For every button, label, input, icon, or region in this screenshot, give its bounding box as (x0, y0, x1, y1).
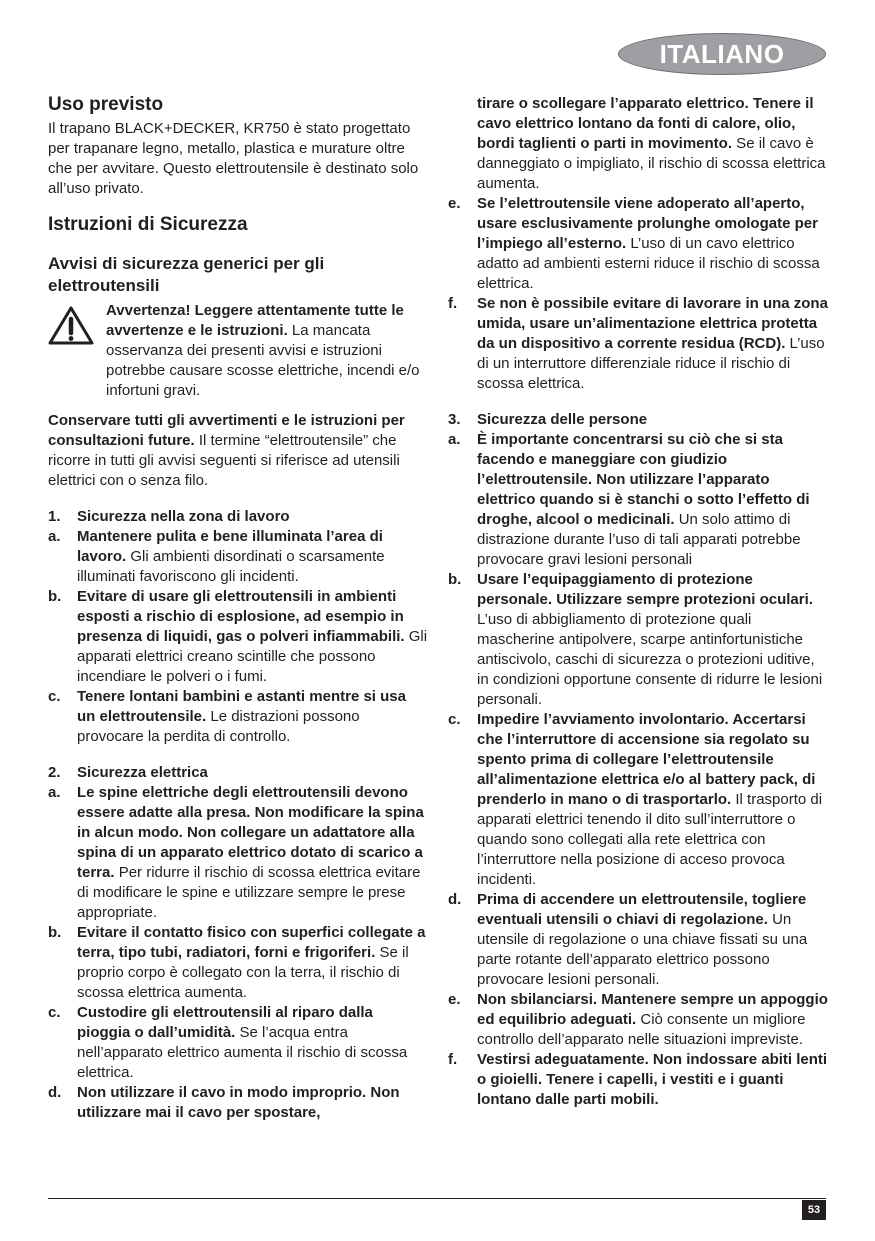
list-item: b. Evitare di usare gli elettroutensili in ambienti esposti a rischio di esplosione, ad esempio in presenza di liquidi, gas o polveri infiammabili. Gli apparati elettrici creano scintille che possono incendiare le polveri o i fumi. (48, 588, 428, 685)
list-item: b. Usare l’equipaggiamento di protezione personale. Utilizzare sempre protezioni oculari. L’uso di abbigliamento di protezione quali mascherine antipolvere, scarpe antinfortunistiche antiscivolo, caschi di sicurezza o protezioni uditive, in condizioni opportune consente di ridurre le lesioni personali. (448, 571, 823, 708)
warning-block (48, 301, 428, 401)
footer-divider (48, 1198, 826, 1199)
safety-title: Istruzioni di Sicurezza (48, 214, 248, 235)
list-item: c. Impedire l’avviamento involontario. Accertarsi che l’interruttore di accensione sia regolato su spento prima di collegare l’elettroutensile all’alimentazione elettrica e/o al battery pack, di prenderlo in mano o di trasportarlo. Il trasporto di apparati elettrici tenendo il dito sull’interruttore o quando sono collegati alla rete elettrica con l’interruttore nella posizione di acceso provoca incidenti. (448, 711, 823, 888)
section-1-heading: 1. Sicurezza nella zona di lavoro (48, 508, 290, 525)
list-item: a. Le spine elettriche degli elettroutensili devono essere adatte alla presa. Non modificare la spina in alcun modo. Non collegare un adattatore alla spina di un apparato elettrico dotato di scarico a terra. Per ridurre il rischio di scossa elettrica evitare di modificare le spine e utilizzare sempre le prese appropriate. (48, 784, 424, 921)
list-item: f. Se non è possibile evitare di lavorare in una zona umida, usare un’alimentazione elettrica protetta da un dispositivo a corrente residua (RCD). L’uso di un interruttore differenziale riduce il rischio di scossa elettrica. (448, 295, 828, 392)
keep-instructions-text: Conservare tutti gli avvertimenti e le istruzioni per consultazioni future. Il termine “elettroutensile” che ricorre in tutti gli avvisi seguenti si riferisce ad utensili elettrici con o senza filo. (48, 412, 405, 489)
intended-use-text: Il trapano BLACK+DECKER, KR750 è stato progettato per trapanare legno, metallo, plastica e murature oltre che per avvitare. Questo elettroutensile è destinato solo all’uso privato. (48, 120, 419, 197)
list-item-continuation: tirare o scollegare l’apparato elettrico. Tenere il cavo elettrico lontano da fonti di calore, olio, bordi taglienti o parti in movimento. Se il cavo è danneggiato o impigliato, il rischio di scossa elettrica aumenta. (477, 95, 826, 192)
warning-triangle-icon (48, 301, 106, 401)
right-column (448, 94, 828, 1110)
language-badge: ITALIANO (618, 33, 826, 75)
page-number: 53 (802, 1200, 826, 1220)
list-item: c. Tenere lontani bambini e astanti mentre si usa un elettroutensile. Le distrazioni possono provocare la perdita di controllo. (48, 688, 406, 745)
list-item: e. Non sbilanciarsi. Mantenere sempre un appoggio ed equilibrio adeguati. Ciò consente un migliore controllo dell’apparato nelle situazioni impreviste. (448, 991, 828, 1048)
intended-use-title: Uso previsto (48, 94, 164, 115)
section-3-heading: 3. Sicurezza delle persone (448, 411, 648, 428)
list-item: d. Prima di accendere un elettroutensile, togliere eventuali utensili o chiavi di regolazione. Un utensile di regolazione o una chiave fissati su una parte rotante dell’apparato elettrico possono provocare lesioni personali. (448, 891, 808, 988)
list-item: b. Evitare il contatto fisico con superfici collegate a terra, tipo tubi, radiatori, forni e frigoriferi. Se il proprio corpo è collegato con la terra, il rischio di scossa elettrica aumenta. (48, 924, 426, 1001)
general-warnings-title: Avvisi di sicurezza generici per gli elettroutensili (48, 254, 325, 295)
list-item: e. Se l’elettroutensile viene adoperato all’aperto, usare esclusivamente prolunghe omologate per l’impiego all’esterno. L’uso di un cavo elettrico adatto ad ambienti esterni riduce il rischio di scossa elettrica. (448, 195, 820, 292)
list-item: a. Mantenere pulita e bene illuminata l’area di lavoro. Gli ambienti disordinati o scarsamente illuminati favoriscono gli incidenti. (48, 528, 385, 585)
warning-bold: Avvertenza! Leggere attentamente tutte le avvertenze e le istruzioni. (106, 302, 404, 339)
list-item: d. Non utilizzare il cavo in modo improprio. Non utilizzare mai il cavo per spostare, (48, 1084, 400, 1121)
list-item: f. Vestirsi adeguatamente. Non indossare abiti lenti o gioielli. Tenere i capelli, i vestiti e i guanti lontano dalle parti mobili. (448, 1051, 828, 1108)
left-column (48, 93, 428, 1123)
list-item: c. Custodire gli elettroutensili al riparo dalla pioggia o dall’umidità. Se l’acqua entra nell’apparato elettrico aumenta il rischio di scossa elettrica. (48, 1004, 408, 1081)
section-2-heading: 2. Sicurezza elettrica (48, 764, 208, 781)
list-item: a. È importante concentrarsi su ciò che si sta facendo e maneggiare con giudizio l’elettroutensile. Non utilizzare l’apparato elettrico quando si è stanchi o sotto l’effetto di droghe, alcool o medicinali. Un solo attimo di distrazione durante l’uso di tali apparati potrebbe provocare gravi lesioni personali (448, 431, 810, 568)
warning-text: La mancata osservanza dei presenti avvisi e istruzioni potrebbe causare scosse elettriche, incendi e/o infortuni gravi. (106, 322, 420, 399)
